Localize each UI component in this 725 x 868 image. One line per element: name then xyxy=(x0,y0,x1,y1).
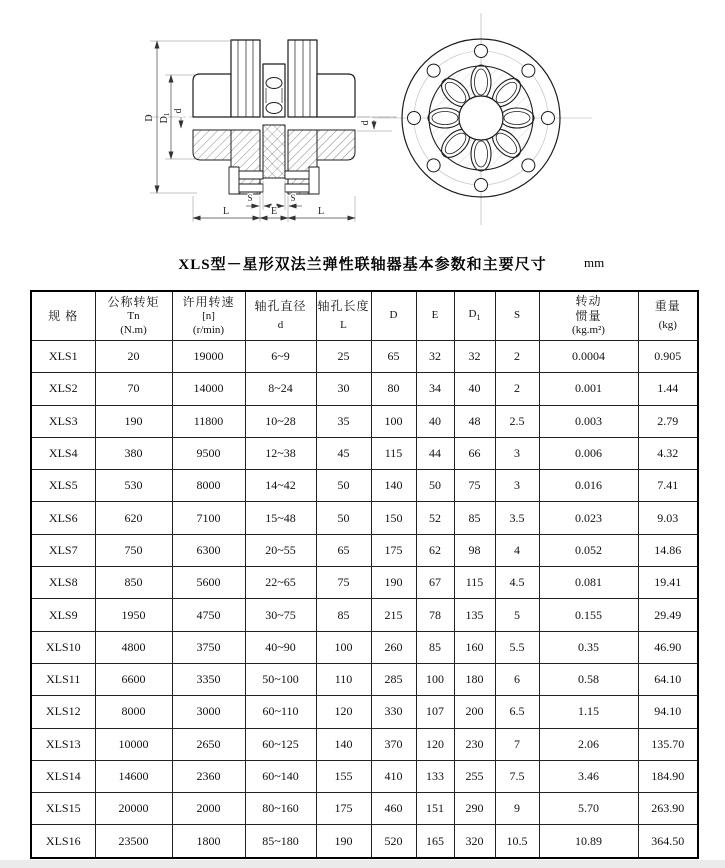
value-cell: 5.70 xyxy=(539,793,638,825)
value-cell: 380 xyxy=(95,437,172,469)
value-cell: 4.5 xyxy=(495,567,539,599)
spec-cell: XLS15 xyxy=(31,793,95,825)
value-cell: 40~90 xyxy=(245,631,316,663)
value-cell: 620 xyxy=(95,502,172,534)
value-cell: 364.50 xyxy=(638,825,698,858)
value-cell: 5.5 xyxy=(495,631,539,663)
value-cell: 2360 xyxy=(172,760,245,792)
value-cell: 100 xyxy=(416,663,454,695)
value-cell: 3750 xyxy=(172,631,245,663)
table-row xyxy=(31,760,698,792)
value-cell: 1800 xyxy=(172,825,245,858)
dim-label-L-right: L xyxy=(317,206,325,217)
value-cell: 20 xyxy=(95,341,172,373)
value-cell: 184.90 xyxy=(638,760,698,792)
value-cell: 2.5 xyxy=(495,405,539,437)
coupling-drawing-svg xyxy=(0,0,725,248)
value-cell: 110 xyxy=(316,663,371,695)
left-hub-top xyxy=(193,74,231,117)
value-cell: 62 xyxy=(416,534,454,566)
value-cell: 150 xyxy=(371,502,416,534)
page-bottom-strip xyxy=(0,860,725,868)
value-cell: 50 xyxy=(416,470,454,502)
value-cell: 50~100 xyxy=(245,663,316,695)
dim-label-S-right: S xyxy=(290,193,296,203)
value-cell: 155 xyxy=(316,760,371,792)
dim-label-D: D xyxy=(144,114,155,122)
value-cell: 460 xyxy=(371,793,416,825)
value-cell: 30 xyxy=(316,373,371,405)
table-row xyxy=(31,341,698,373)
table-row xyxy=(31,405,698,437)
right-flange-disc-top xyxy=(288,40,317,117)
table-row xyxy=(31,373,698,405)
value-cell: 100 xyxy=(371,405,416,437)
value-cell: 530 xyxy=(95,470,172,502)
value-cell: 14000 xyxy=(172,373,245,405)
value-cell: 215 xyxy=(371,599,416,631)
value-cell: 0.905 xyxy=(638,341,698,373)
value-cell: 75 xyxy=(316,567,371,599)
value-cell: 48 xyxy=(454,405,495,437)
dim-label-d-right: d xyxy=(360,120,371,126)
table-row xyxy=(31,663,698,695)
value-cell: 11800 xyxy=(172,405,245,437)
value-cell: 175 xyxy=(316,793,371,825)
value-cell: 320 xyxy=(454,825,495,858)
value-cell: 94.10 xyxy=(638,696,698,728)
value-cell: 3000 xyxy=(172,696,245,728)
value-cell: 2000 xyxy=(172,793,245,825)
value-cell: 60~125 xyxy=(245,728,316,760)
table-row xyxy=(31,696,698,728)
value-cell: 8000 xyxy=(95,696,172,728)
col-header-weight: 重量 (kg) xyxy=(638,291,698,341)
value-cell: 64.10 xyxy=(638,663,698,695)
value-cell: 100 xyxy=(316,631,371,663)
spec-cell: XLS7 xyxy=(31,534,95,566)
value-cell: 0.081 xyxy=(539,567,638,599)
value-cell: 10~28 xyxy=(245,405,316,437)
value-cell: 75 xyxy=(454,470,495,502)
table-row xyxy=(31,567,698,599)
value-cell: 6300 xyxy=(172,534,245,566)
value-cell: 67 xyxy=(416,567,454,599)
value-cell: 9.03 xyxy=(638,502,698,534)
value-cell: 135.70 xyxy=(638,728,698,760)
table-row xyxy=(31,793,698,825)
table-row xyxy=(31,502,698,534)
spec-cell: XLS2 xyxy=(31,373,95,405)
value-cell: 285 xyxy=(371,663,416,695)
value-cell: 165 xyxy=(416,825,454,858)
value-cell: 46.90 xyxy=(638,631,698,663)
table-row xyxy=(31,534,698,566)
value-cell: 23500 xyxy=(95,825,172,858)
value-cell: 0.35 xyxy=(539,631,638,663)
value-cell: 45 xyxy=(316,437,371,469)
value-cell: 190 xyxy=(371,567,416,599)
col-header-E: E xyxy=(416,291,454,341)
value-cell: 3350 xyxy=(172,663,245,695)
front-view xyxy=(373,13,592,225)
value-cell: 7.5 xyxy=(495,760,539,792)
left-hub-section xyxy=(193,130,231,160)
value-cell: 4 xyxy=(495,534,539,566)
value-cell: 4.32 xyxy=(638,437,698,469)
right-hub-top xyxy=(317,74,355,117)
value-cell: 175 xyxy=(371,534,416,566)
value-cell: 750 xyxy=(95,534,172,566)
value-cell: 52 xyxy=(416,502,454,534)
value-cell: 4750 xyxy=(172,599,245,631)
value-cell: 78 xyxy=(416,599,454,631)
value-cell: 151 xyxy=(416,793,454,825)
value-cell: 0.001 xyxy=(539,373,638,405)
value-cell: 25 xyxy=(316,341,371,373)
value-cell: 32 xyxy=(454,341,495,373)
value-cell: 255 xyxy=(454,760,495,792)
value-cell: 8000 xyxy=(172,470,245,502)
value-cell: 6.5 xyxy=(495,696,539,728)
dim-label-S-left: S xyxy=(247,193,253,203)
value-cell: 135 xyxy=(454,599,495,631)
spec-cell: XLS13 xyxy=(31,728,95,760)
spec-cell: XLS16 xyxy=(31,825,95,858)
value-cell: 60~110 xyxy=(245,696,316,728)
value-cell: 30~75 xyxy=(245,599,316,631)
value-cell: 20~55 xyxy=(245,534,316,566)
value-cell: 190 xyxy=(95,405,172,437)
value-cell: 29.49 xyxy=(638,599,698,631)
col-header-D1: $D_1$ xyxy=(454,291,495,341)
value-cell: 10.5 xyxy=(495,825,539,858)
value-cell: 0.155 xyxy=(539,599,638,631)
spec-cell: XLS3 xyxy=(31,405,95,437)
col-header-torque: 公称转矩 Tn (N.m) xyxy=(95,291,172,341)
value-cell: 180 xyxy=(454,663,495,695)
value-cell: 0.003 xyxy=(539,405,638,437)
spec-cell: XLS1 xyxy=(31,341,95,373)
dim-label-E: E xyxy=(270,206,278,217)
value-cell: 4800 xyxy=(95,631,172,663)
table-row xyxy=(31,825,698,858)
spider-elastomer-section xyxy=(263,125,285,178)
value-cell: 14600 xyxy=(95,760,172,792)
value-cell: 5600 xyxy=(172,567,245,599)
value-cell: 0.052 xyxy=(539,534,638,566)
value-cell: 44 xyxy=(416,437,454,469)
value-cell: 50 xyxy=(316,502,371,534)
value-cell: 0.023 xyxy=(539,502,638,534)
value-cell: 98 xyxy=(454,534,495,566)
spec-cell: XLS4 xyxy=(31,437,95,469)
value-cell: 0.0004 xyxy=(539,341,638,373)
value-cell: 85 xyxy=(316,599,371,631)
spec-table-wrap xyxy=(30,290,699,859)
value-cell: 80~160 xyxy=(245,793,316,825)
value-cell: 80 xyxy=(371,373,416,405)
dim-label-D1: $D_1$ xyxy=(159,112,171,124)
spec-cell: XLS12 xyxy=(31,696,95,728)
section-view xyxy=(144,40,398,222)
value-cell: 14~42 xyxy=(245,470,316,502)
spec-table xyxy=(30,290,699,859)
col-header-bore-length: 轴孔长度 L xyxy=(316,291,371,341)
value-cell: 9 xyxy=(495,793,539,825)
value-cell: 115 xyxy=(371,437,416,469)
value-cell: 6600 xyxy=(95,663,172,695)
value-cell: 5 xyxy=(495,599,539,631)
value-cell: 140 xyxy=(371,470,416,502)
value-cell: 290 xyxy=(454,793,495,825)
col-header-bore-diameter: 轴孔直径 d xyxy=(245,291,316,341)
right-hub-section xyxy=(317,130,355,160)
spec-cell: XLS6 xyxy=(31,502,95,534)
unit-label: mm xyxy=(584,255,605,270)
value-cell: 66 xyxy=(454,437,495,469)
value-cell: 60~140 xyxy=(245,760,316,792)
value-cell: 133 xyxy=(416,760,454,792)
value-cell: 190 xyxy=(316,825,371,858)
value-cell: 65 xyxy=(371,341,416,373)
value-cell: 3.5 xyxy=(495,502,539,534)
value-cell: 10000 xyxy=(95,728,172,760)
value-cell: 330 xyxy=(371,696,416,728)
value-cell: 160 xyxy=(454,631,495,663)
spec-cell: XLS8 xyxy=(31,567,95,599)
value-cell: 50 xyxy=(316,470,371,502)
value-cell: 6~9 xyxy=(245,341,316,373)
title-row xyxy=(0,253,725,277)
value-cell: 0.006 xyxy=(539,437,638,469)
central-bore xyxy=(459,96,503,140)
value-cell: 260 xyxy=(371,631,416,663)
value-cell: 65 xyxy=(316,534,371,566)
left-flange-disc-top xyxy=(231,40,260,117)
col-header-D: D xyxy=(371,291,416,341)
col-header-inertia: 转动 惯量 (kg.m²) xyxy=(539,291,638,341)
value-cell: 0.58 xyxy=(539,663,638,695)
value-cell: 1.44 xyxy=(638,373,698,405)
value-cell: 2.79 xyxy=(638,405,698,437)
value-cell: 0.016 xyxy=(539,470,638,502)
value-cell: 2650 xyxy=(172,728,245,760)
value-cell: 40 xyxy=(416,405,454,437)
spec-cell: XLS5 xyxy=(31,470,95,502)
value-cell: 2.06 xyxy=(539,728,638,760)
value-cell: 2 xyxy=(495,373,539,405)
value-cell: 32 xyxy=(416,341,454,373)
value-cell: 140 xyxy=(316,728,371,760)
value-cell: 19000 xyxy=(172,341,245,373)
value-cell: 14.86 xyxy=(638,534,698,566)
spec-table-body xyxy=(31,341,698,858)
value-cell: 520 xyxy=(371,825,416,858)
value-cell: 7100 xyxy=(172,502,245,534)
value-cell: 40 xyxy=(454,373,495,405)
table-row xyxy=(31,631,698,663)
spec-cell: XLS10 xyxy=(31,631,95,663)
value-cell: 12~38 xyxy=(245,437,316,469)
col-header-spec: 规 格 xyxy=(31,291,95,341)
value-cell: 3.46 xyxy=(539,760,638,792)
dim-label-L-left: L xyxy=(222,206,230,217)
value-cell: 107 xyxy=(416,696,454,728)
value-cell: 3 xyxy=(495,437,539,469)
value-cell: 22~65 xyxy=(245,567,316,599)
value-cell: 200 xyxy=(454,696,495,728)
table-row xyxy=(31,437,698,469)
value-cell: 1.15 xyxy=(539,696,638,728)
spec-cell: XLS14 xyxy=(31,760,95,792)
value-cell: 85 xyxy=(416,631,454,663)
value-cell: 35 xyxy=(316,405,371,437)
value-cell: 34 xyxy=(416,373,454,405)
petal-section-upper xyxy=(266,78,282,89)
spec-cell: XLS9 xyxy=(31,599,95,631)
petal-section-lower xyxy=(266,103,282,114)
value-cell: 120 xyxy=(316,696,371,728)
value-cell: 3 xyxy=(495,470,539,502)
value-cell: 9500 xyxy=(172,437,245,469)
value-cell: 6 xyxy=(495,663,539,695)
table-row xyxy=(31,470,698,502)
col-header-speed: 许用转速 [n] (r/min) xyxy=(172,291,245,341)
value-cell: 7.41 xyxy=(638,470,698,502)
coupling-drawing xyxy=(0,0,725,248)
value-cell: 8~24 xyxy=(245,373,316,405)
value-cell: 1950 xyxy=(95,599,172,631)
spec-cell: XLS11 xyxy=(31,663,95,695)
value-cell: 115 xyxy=(454,567,495,599)
page-title: XLS型－星形双法兰弹性联轴器基本参数和主要尺寸 xyxy=(178,257,547,273)
spec-table-header xyxy=(31,291,698,341)
dim-label-d-left: d xyxy=(173,108,184,114)
value-cell: 85 xyxy=(454,502,495,534)
value-cell: 850 xyxy=(95,567,172,599)
value-cell: 410 xyxy=(371,760,416,792)
value-cell: 19.41 xyxy=(638,567,698,599)
value-cell: 7 xyxy=(495,728,539,760)
value-cell: 70 xyxy=(95,373,172,405)
value-cell: 10.89 xyxy=(539,825,638,858)
value-cell: 120 xyxy=(416,728,454,760)
value-cell: 2 xyxy=(495,341,539,373)
table-row xyxy=(31,728,698,760)
value-cell: 15~48 xyxy=(245,502,316,534)
value-cell: 85~180 xyxy=(245,825,316,858)
table-row xyxy=(31,599,698,631)
value-cell: 20000 xyxy=(95,793,172,825)
value-cell: 263.90 xyxy=(638,793,698,825)
col-header-S: S xyxy=(495,291,539,341)
value-cell: 370 xyxy=(371,728,416,760)
value-cell: 230 xyxy=(454,728,495,760)
